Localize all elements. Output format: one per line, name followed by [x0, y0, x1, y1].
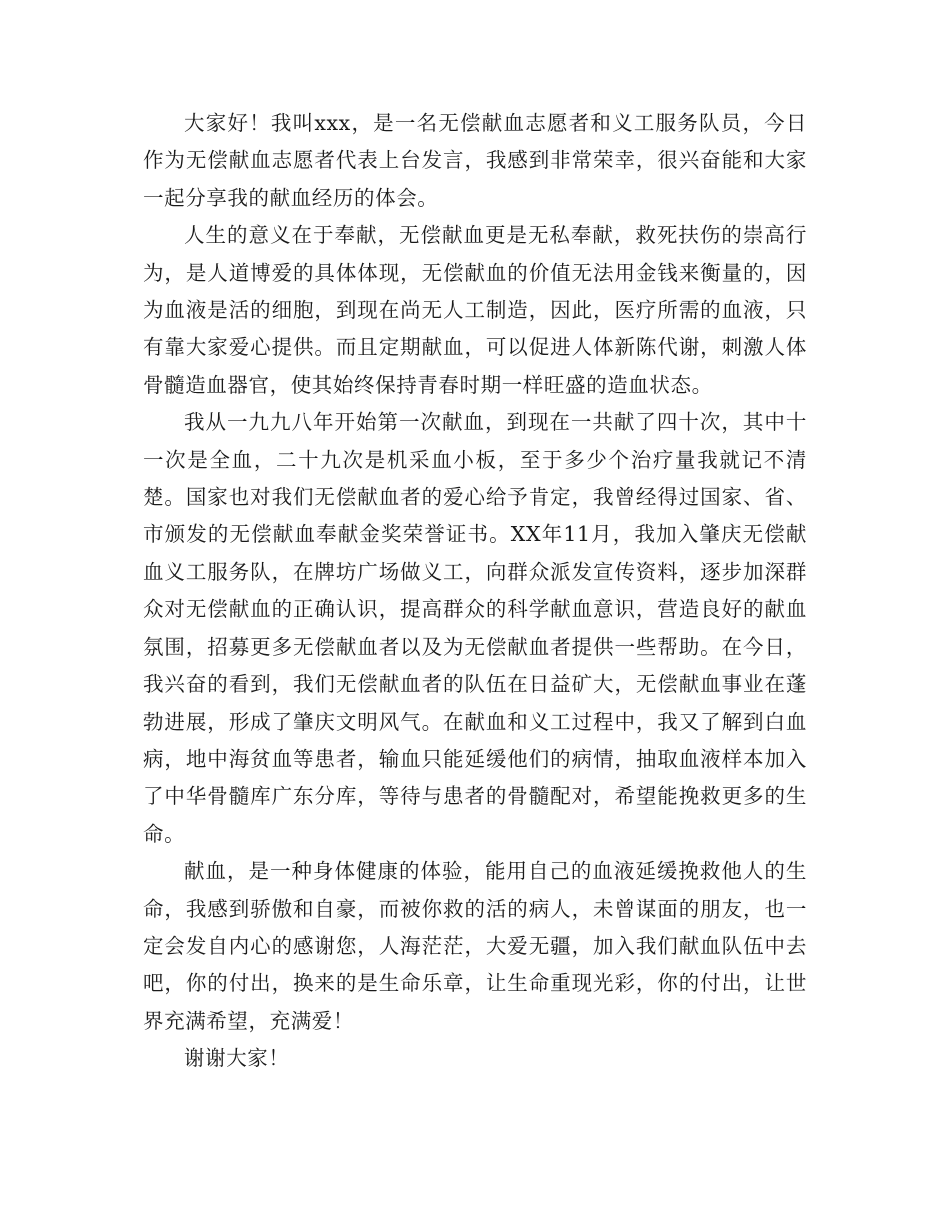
paragraph-thanks: 谢谢大家！: [184, 1046, 290, 1071]
paragraph-donation-experience: 献血，是一种身体健康的体验，能用自己的血液延缓挽救他人的生命，我感到骄傲和自豪，而被你救的活的病人，未曾谋面的朋友，也一定会发自内心的感谢您，人海茫茫，大爱无疆，加入我们献血队伍中去吧，你的付出，换来的是生命乐章，让生命重现光彩，你的付出，让世界充满希望，充满爱！: [143, 859, 807, 1033]
paragraph-donation-history: 我从一九九八年开始第一次献血，到现在一共献了四十次，其中十一次是全血，二十九次是机采血小板，至于多少个治疗量我就记不清楚。国家也对我们无偿献血者的爱心给予肯定，我曾经得过国家、省、市颁发的无偿献血奉献金奖荣誉证书。XX年11月，我加入肇庆无偿献血义工服务队，在牌坊广场做义工，向群众派发宣传资料，逐步加深群众对无偿献血的正确认识，提高群众的科学献血意识，营造良好的献血氛围，招募更多无偿献血者以及为无偿献血者提供一些帮助。在今日，我兴奋的看到，我们无偿献血者的队伍在日益矿大，无偿献血事业在蓬勃进展，形成了肇庆文明风气。在献血和义工过程中，我又了解到白血病，地中海贫血等患者，输血只能延缓他们的病情，抽取血液样本加入了中华骨髓库广东分库，等待与患者的骨髓配对，希望能挽救更多的生命。: [143, 410, 807, 846]
paragraph-greeting: 大家好！我叫xxx，是一名无偿献血志愿者和义工服务队员，今日作为无偿献血志愿者代表上台发言，我感到非常荣幸，很兴奋能和大家一起分享我的献血经历的体会。: [143, 111, 807, 210]
paragraph-meaning-of-life: 人生的意义在于奉献，无偿献血更是无私奉献，救死扶伤的崇高行为，是人道博爱的具体体现，无偿献血的价值无法用金钱来衡量的，因为血液是活的细胞，到现在尚无人工制造，因此，医疗所需的血液，只有靠大家爱心提供。而且定期献血，可以促进人体新陈代谢，刺激人体骨髓造血器官，使其始终保持青春时期一样旺盛的造血状态。: [143, 223, 807, 397]
document-body: [143, 105, 807, 1078]
